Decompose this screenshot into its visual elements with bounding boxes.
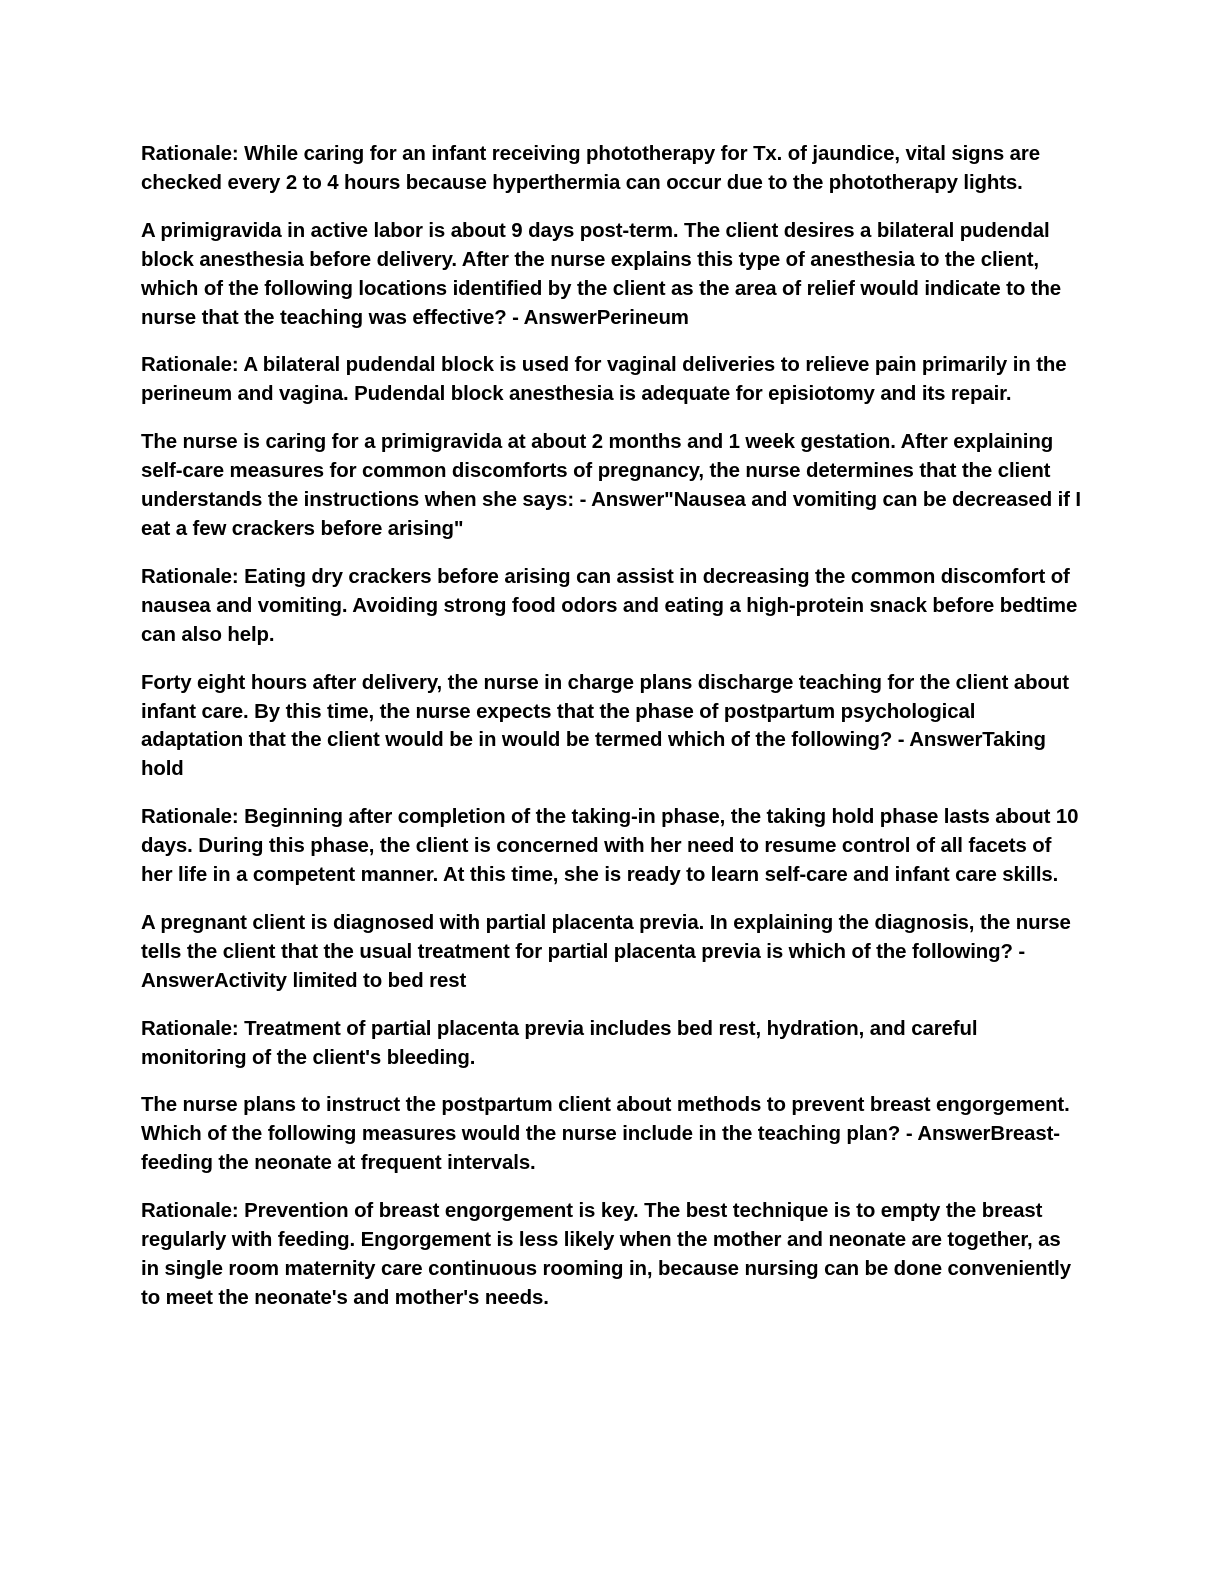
question-paragraph: A pregnant client is diagnosed with partial placenta previa. In explaining the diagnosis, the nurse tells the client that the usual treatment for partial placenta previa is which of the following? - AnswerActivity limited to bed rest xyxy=(141,911,1071,992)
rationale-paragraph: Rationale: Treatment of partial placenta previa includes bed rest, hydration, and careful monitoring of the client's bleeding. xyxy=(141,1017,978,1069)
rationale-paragraph: Rationale: Prevention of breast engorgement is key. The best technique is to empty the breast regularly with feeding. Engorgement is less likely when the mother and neonate are together, as in single room maternity care continuous rooming in, because nursing can be done conveniently to meet the neonate's and mother's needs. xyxy=(141,1200,1071,1309)
question-paragraph: The nurse is caring for a primigravida at about 2 months and 1 week gestation. After explaining self-care measures for common discomforts of pregnancy, the nurse determines that the client understands the instructions when she says: - Answer"Nausea and vomiting can be decreased if I eat a few crackers before arising" xyxy=(141,431,1081,540)
rationale-paragraph: Rationale: While caring for an infant receiving phototherapy for Tx. of jaundice, vital signs are checked every 2 to 4 hours because hyperthermia can occur due to the phototherapy lights. xyxy=(141,143,1040,194)
question-paragraph: A primigravida in active labor is about 9 days post-term. The client desires a bilateral pudendal block anesthesia before delivery. After the nurse explains this type of anesthesia to the client, which of the following locations identified by the client as the area of relief would indicate to the nurse that the teaching was effective? - AnswerPerineum xyxy=(141,219,1062,329)
document-page xyxy=(141,140,1081,1332)
question-paragraph: Forty eight hours after delivery, the nurse in charge plans discharge teaching for the client about infant care. By this time, the nurse expects that the phase of postpartum psychological adaptation that the client would be in would be termed which of the following? - AnswerTaking hold xyxy=(141,671,1069,781)
rationale-paragraph: Rationale: Eating dry crackers before arising can assist in decreasing the common discomfort of nausea and vomiting. Avoiding strong food odors and eating a high-protein snack before bedtime can also help. xyxy=(141,565,1078,646)
rationale-paragraph: Rationale: Beginning after completion of the taking-in phase, the taking hold phase lasts about 10 days. During this phase, the client is concerned with her need to resume control of all facets of her life in a competent manner. At this time, she is ready to learn self-care and infant care skills. xyxy=(141,806,1079,887)
rationale-paragraph: Rationale: A bilateral pudendal block is used for vaginal deliveries to relieve pain primarily in the perineum and vagina. Pudendal block anesthesia is adequate for episiotomy and its repair. xyxy=(141,354,1067,406)
question-paragraph: The nurse plans to instruct the postpartum client about methods to prevent breast engorgement. Which of the following measures would the nurse include in the teaching plan? - AnswerBreast-feeding the neonate at frequent intervals. xyxy=(141,1094,1070,1175)
